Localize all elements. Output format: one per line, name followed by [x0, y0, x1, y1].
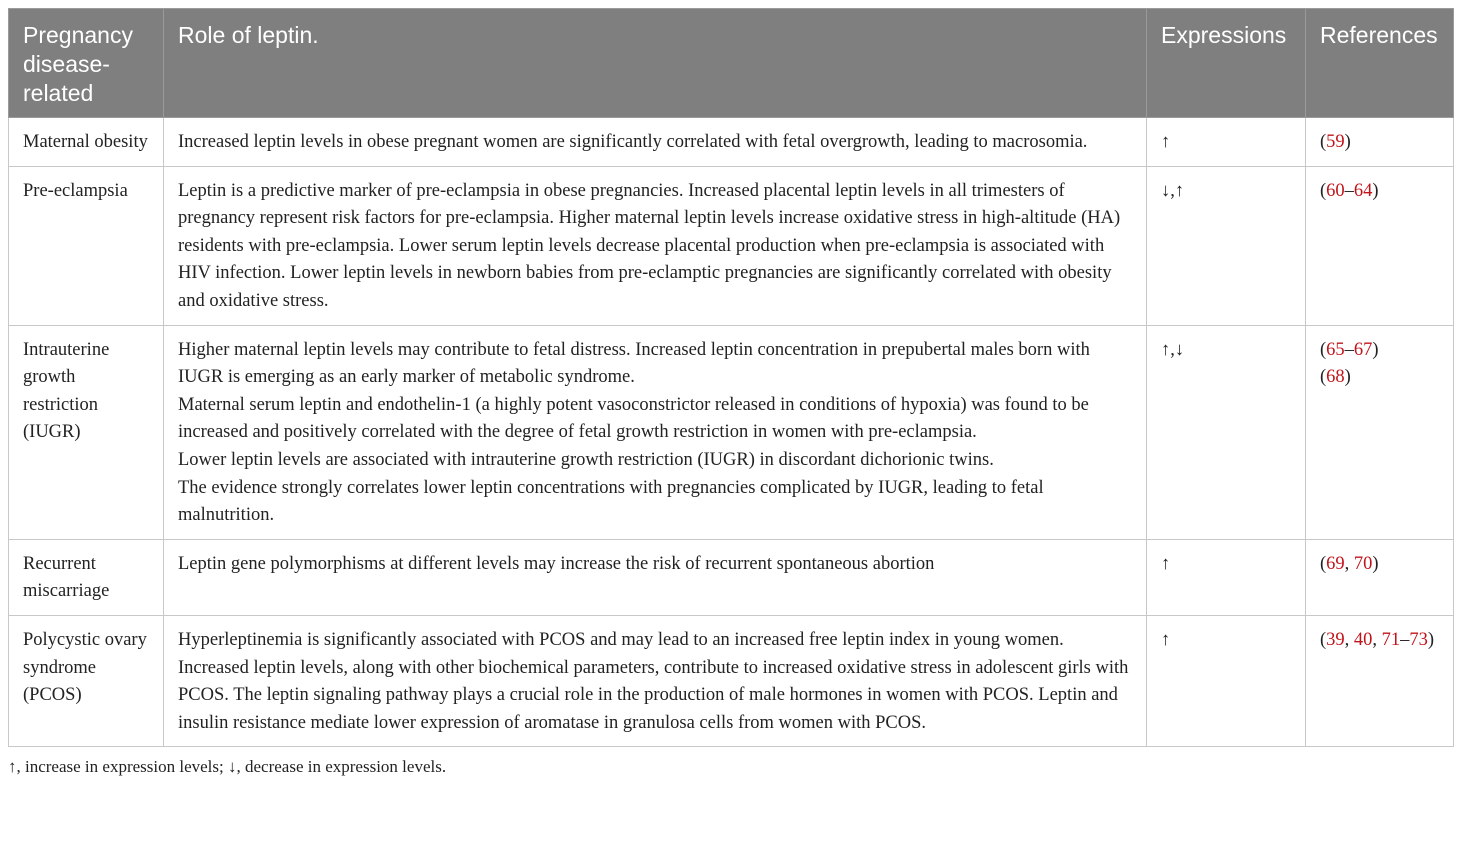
ref-paren: ( — [1320, 180, 1327, 201]
ref-separator: , — [1344, 629, 1354, 650]
table-row — [9, 615, 1454, 746]
ref-paren: ) — [1372, 180, 1379, 201]
expression-cell: ↑ — [1147, 539, 1306, 615]
ref-group — [1320, 337, 1439, 365]
ref-link[interactable]: 59 — [1326, 132, 1345, 152]
expression-cell: ↑,↓ — [1147, 325, 1306, 539]
ref-link[interactable]: 60 — [1326, 180, 1345, 201]
ref-dash: – — [1344, 180, 1354, 201]
references-cell — [1306, 615, 1454, 746]
ref-paren: ( — [1320, 132, 1327, 152]
table-header-row — [9, 9, 1454, 118]
ref-group — [1320, 364, 1439, 392]
table-row — [9, 325, 1454, 539]
role-cell — [164, 118, 1147, 167]
header-disease-label: Pregnancy disease-related — [23, 22, 133, 106]
references-cell — [1306, 166, 1454, 325]
ref-paren: ( — [1320, 339, 1327, 360]
ref-link[interactable]: 69 — [1326, 553, 1345, 574]
ref-paren: ) — [1372, 339, 1379, 360]
ref-link[interactable]: 68 — [1326, 367, 1345, 388]
ref-paren: ) — [1427, 629, 1435, 650]
role-cell — [164, 325, 1147, 539]
ref-link[interactable]: 40 — [1353, 629, 1373, 650]
ref-link[interactable]: 71 — [1381, 629, 1401, 650]
expression-cell: ↓,↑ — [1147, 166, 1306, 325]
header-disease — [9, 9, 164, 118]
ref-link[interactable]: 39 — [1326, 629, 1345, 650]
ref-paren: ) — [1344, 367, 1351, 388]
role-cell — [164, 166, 1147, 325]
role-text: Lower leptin levels are associated with intrauterine growth restriction (IUGR) in discordant dichorionic twins. — [178, 449, 994, 470]
ref-separator: , — [1372, 629, 1382, 650]
ref-link[interactable]: 70 — [1353, 553, 1373, 574]
references-cell — [1306, 118, 1454, 167]
ref-link[interactable]: 67 — [1353, 339, 1373, 360]
role-text: Higher maternal leptin levels may contribute to fetal distress. Increased leptin concentration in prepubertal males born with IUGR is emerging as an early marker of metabolic syndrome. — [178, 339, 1090, 388]
ref-paren: ( — [1320, 553, 1327, 574]
leptin-pregnancy-table — [8, 8, 1454, 747]
expression-cell: ↑ — [1147, 615, 1306, 746]
ref-paren: ( — [1320, 629, 1327, 650]
header-expressions: Expressions — [1147, 9, 1306, 118]
ref-link[interactable]: 64 — [1353, 180, 1373, 201]
ref-separator: , — [1344, 553, 1354, 574]
role-text: Maternal serum leptin and endothelin-1 (a highly potent vasoconstrictor released in conditions of hypoxia) was found to be increased and positively correlated with the degree of fetal growth restriction in women with pre-eclampsia. — [178, 394, 1089, 443]
table-footnote: ↑, increase in expression levels; ↓, decrease in expression levels. — [8, 757, 447, 777]
header-references: References — [1306, 9, 1454, 118]
role-text: Leptin is a predictive marker of pre-eclampsia in obese pregnancies. Increased placental leptin levels in all trimesters of pregnancy represent risk factors for pre-eclampsia. Higher maternal leptin levels increase oxidative stress in high-altitude (HA) residents with pre-eclampsia. Lower serum leptin levels decrease placental production when pre-eclampsia is associated with HIV infection. Lower leptin levels in newborn babies from pre-eclamptic pregnancies are significantly correlated with obesity and oxidative stress. — [178, 180, 1121, 311]
disease-cell: Maternal obesity — [9, 118, 164, 167]
table-container — [8, 8, 1453, 778]
ref-link[interactable]: 65 — [1326, 339, 1345, 360]
ref-dash: – — [1344, 339, 1354, 360]
role-text: Leptin gene polymorphisms at different levels may increase the risk of recurrent spontaneous abortion — [178, 553, 935, 574]
role-cell — [164, 615, 1147, 746]
ref-paren: ( — [1320, 367, 1327, 388]
expression-cell: ↑ — [1147, 118, 1306, 167]
disease-cell: Intrauterine growth restriction (IUGR) — [9, 325, 164, 539]
role-text: The evidence strongly correlates lower leptin concentrations with pregnancies complicated by IUGR, leading to fetal malnutrition. — [178, 477, 1044, 526]
disease-cell: Recurrent miscarriage — [9, 539, 164, 615]
ref-dash: – — [1400, 629, 1410, 650]
ref-link[interactable]: 73 — [1409, 629, 1428, 650]
header-role: Role of leptin. — [164, 9, 1147, 118]
references-cell — [1306, 325, 1454, 539]
table-row — [9, 118, 1454, 167]
role-text: Increased leptin levels in obese pregnant women are significantly correlated with fetal overgrowth, leading to macrosomia. — [178, 132, 1088, 152]
role-cell — [164, 539, 1147, 615]
table-row — [9, 166, 1454, 325]
ref-paren: ) — [1372, 553, 1379, 574]
ref-paren: ) — [1344, 132, 1351, 152]
table-row — [9, 539, 1454, 615]
disease-cell: Pre-eclampsia — [9, 166, 164, 325]
role-text: Hyperleptinemia is significantly associated with PCOS and may lead to an increased free leptin index in young women. Increased leptin levels, along with other biochemical parameters, contribute to increased oxidative stress in adolescent girls with PCOS. The leptin signaling pathway plays a crucial role in the production of male hormones in women with PCOS. Leptin and insulin resistance mediate lower expression of aromatase in granulosa cells from women with PCOS. — [178, 629, 1129, 733]
disease-cell: Polycystic ovary syndrome (PCOS) — [9, 615, 164, 746]
references-cell — [1306, 539, 1454, 615]
